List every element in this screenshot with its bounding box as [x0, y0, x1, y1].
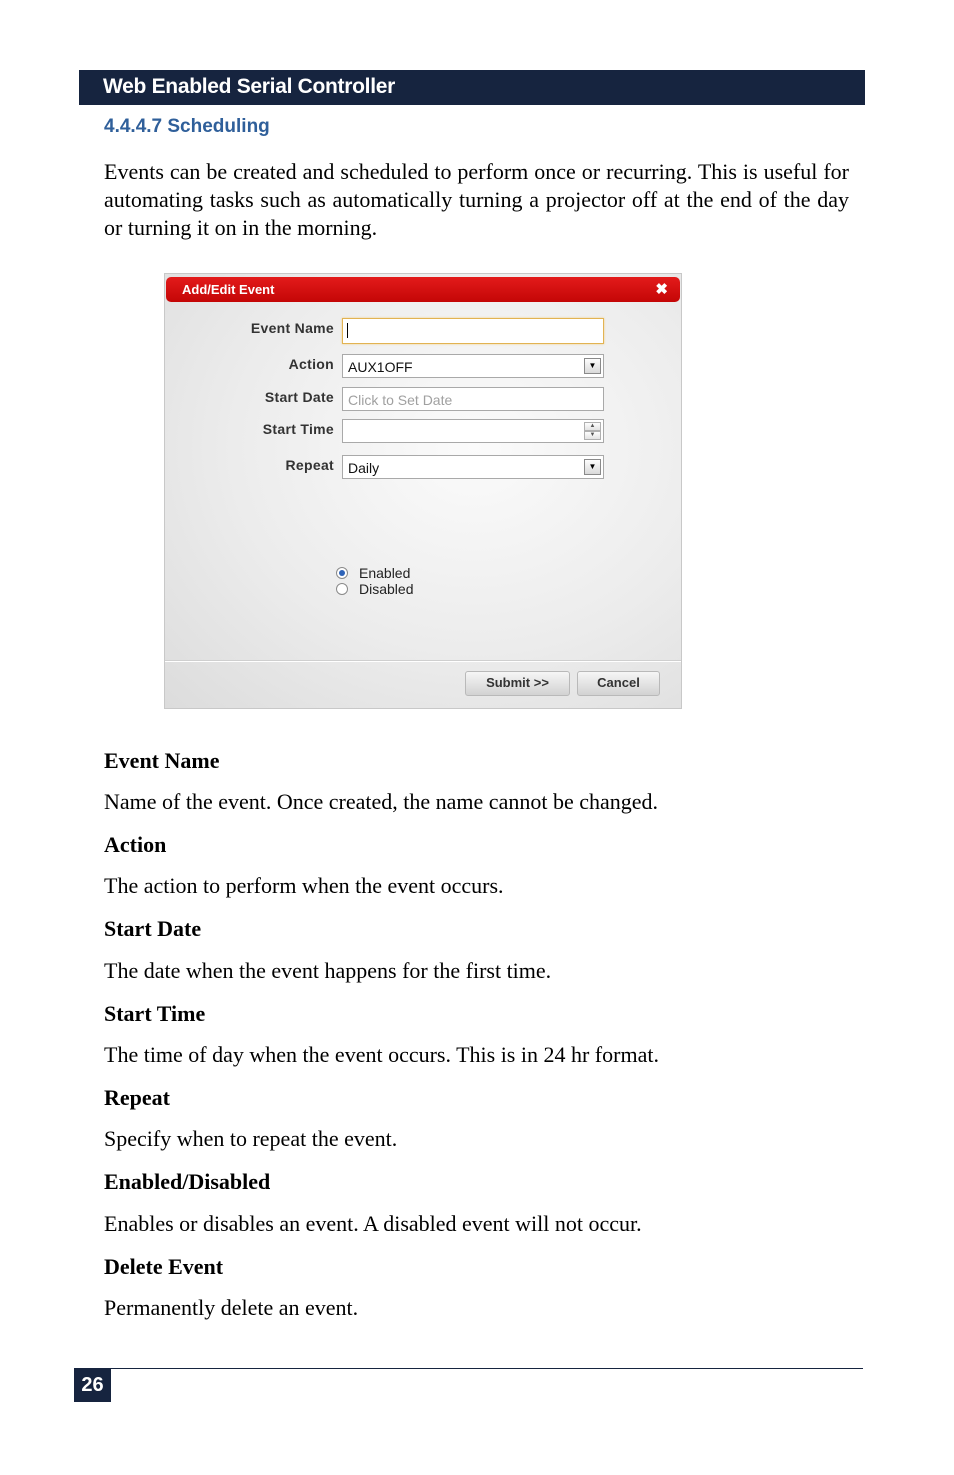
- desc-repeat: Specify when to repeat the event.: [104, 1126, 398, 1151]
- term-event-name: Event Name: [104, 748, 220, 773]
- enabled-radio-option[interactable]: [336, 565, 410, 581]
- dialog-titlebar: [166, 277, 680, 302]
- add-edit-event-dialog: [164, 273, 682, 709]
- enabled-radio[interactable]: [336, 567, 348, 579]
- disabled-radio-option[interactable]: [336, 581, 413, 597]
- enabled-label: Enabled: [359, 565, 411, 581]
- header-bar: [79, 70, 865, 105]
- intro-paragraph: Events can be created and scheduled to perform once or recurring. This is useful for automating tasks such as automatically turning a projector off at the end of the day or turning it on in the morning.: [104, 159, 849, 240]
- event-name-input[interactable]: [342, 318, 604, 344]
- event-name-label: Event Name: [250, 320, 334, 336]
- repeat-value: Daily: [348, 460, 380, 476]
- chevron-down-icon[interactable]: ▼: [584, 358, 601, 374]
- header-title: Web Enabled Serial Controller: [103, 75, 395, 98]
- start-date-label: Start Date: [264, 389, 334, 405]
- disabled-radio[interactable]: [336, 583, 348, 595]
- term-enabled-disabled: Enabled/Disabled: [104, 1169, 271, 1194]
- footer-rule: [74, 1368, 863, 1369]
- cancel-button[interactable]: Cancel: [577, 671, 660, 696]
- action-label: Action: [288, 356, 334, 372]
- submit-button[interactable]: Submit >>: [465, 671, 570, 696]
- desc-start-date: The date when the event happens for the first time.: [104, 958, 552, 983]
- action-value: AUX1OFF: [348, 359, 413, 375]
- term-delete-event: Delete Event: [104, 1254, 224, 1279]
- close-icon[interactable]: ✖: [655, 281, 668, 298]
- spin-up-icon[interactable]: ▲: [584, 422, 601, 431]
- term-start-time: Start Time: [104, 1001, 206, 1026]
- repeat-label: Repeat: [285, 457, 334, 473]
- desc-delete-event: Permanently delete an event.: [104, 1295, 359, 1320]
- desc-action: The action to perform when the event occurs.: [104, 873, 504, 898]
- term-start-date: Start Date: [104, 916, 202, 941]
- section-title: 4.4.4.7 Scheduling: [104, 116, 270, 137]
- desc-enabled-disabled: Enables or disables an event. A disabled event will not occur.: [104, 1211, 642, 1236]
- repeat-select[interactable]: [342, 455, 604, 479]
- start-time-input[interactable]: [342, 419, 604, 443]
- start-time-label: Start Time: [262, 421, 334, 437]
- term-action: Action: [104, 832, 167, 857]
- chevron-down-icon[interactable]: ▼: [584, 459, 601, 475]
- dialog-divider: [165, 660, 681, 662]
- page-number: 26: [74, 1369, 111, 1402]
- disabled-label: Disabled: [359, 581, 414, 597]
- start-date-placeholder: Click to Set Date: [348, 392, 453, 408]
- text-caret: [347, 323, 348, 338]
- term-repeat: Repeat: [104, 1085, 170, 1110]
- start-date-input[interactable]: [342, 387, 604, 411]
- spin-down-icon[interactable]: ▼: [584, 431, 601, 440]
- dialog-title: Add/Edit Event: [182, 282, 275, 297]
- time-spinner[interactable]: [584, 422, 601, 441]
- action-select[interactable]: [342, 354, 604, 378]
- desc-event-name: Name of the event. Once created, the name cannot be changed.: [104, 789, 659, 814]
- desc-start-time: The time of day when the event occurs. This is in 24 hr format.: [104, 1042, 659, 1067]
